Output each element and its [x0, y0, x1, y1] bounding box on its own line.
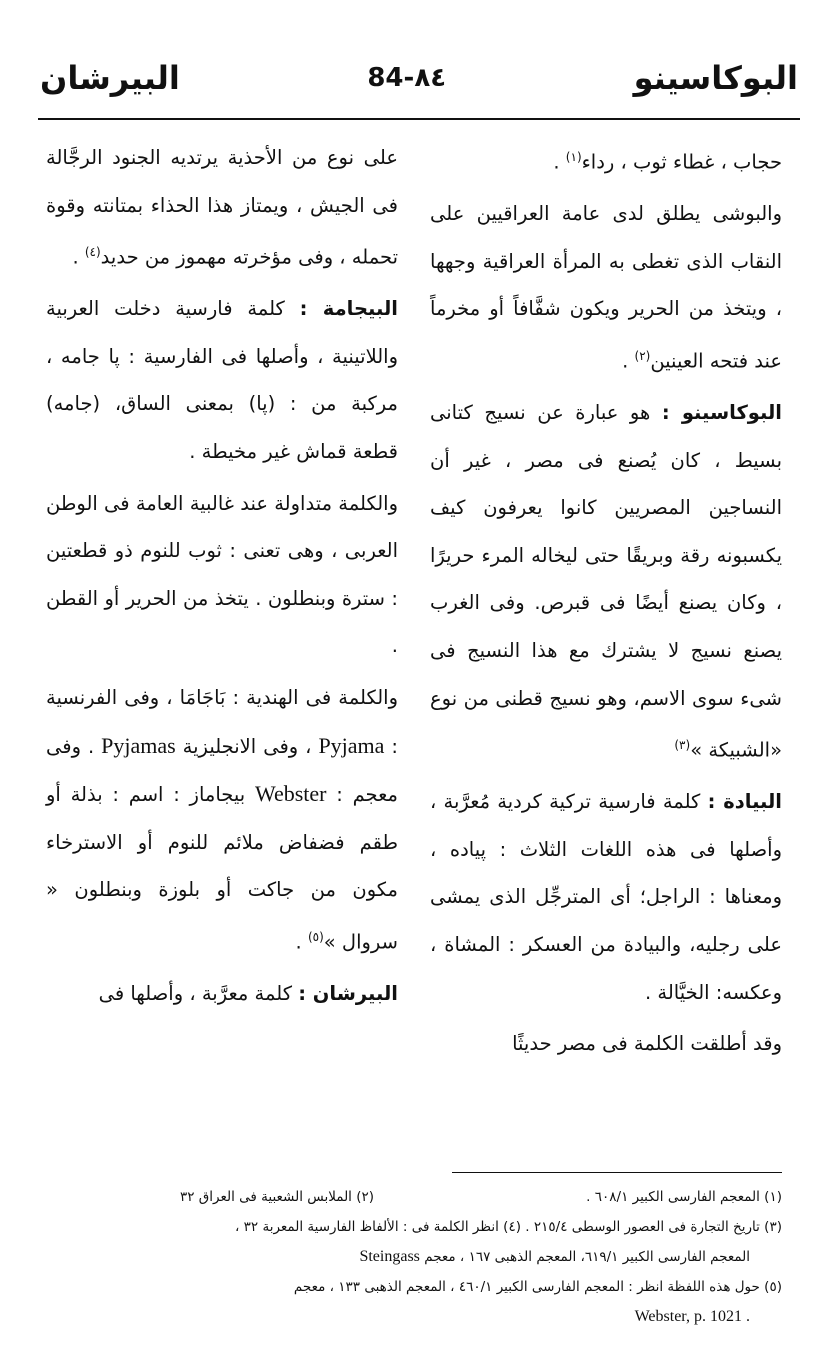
header-first-entry: البوكاسينو [633, 59, 798, 97]
left-column [46, 134, 398, 1018]
page-number: 84-٨٤ [367, 63, 447, 93]
header-last-entry: البيرشان [40, 59, 180, 97]
footnote-row [40, 1182, 782, 1212]
entry-term: البيرشان : [298, 982, 398, 1006]
paragraph-text: كلمة فارسية تركية كردية مُعرَّبة ، وأصلها فى هذه اللغات الثلاث : پياده ، ومعناها : الراجل؛ أى المترجِّل الذى يمشى على رجليه، والبيادة من العسكر : المشاة ، وعكسه: الخيَّالة . [430, 790, 782, 1004]
footnote-5: (٥) حول هذه اللفظة انظر : المعجم الفارسى الكبير ٤٦٠/١ ، المعجم الذهبى ١٣٣ ، معجم [293, 1279, 782, 1295]
paragraph-text: والكلمة فى الهندية : بَاجَامَا ، وفى الفرنسية : [46, 686, 398, 758]
footnote-1: (١) المعجم الفارسى الكبير ٦٠٨/١ . [586, 1189, 782, 1205]
paragraph-text: بيجاماز : اسم : بذلة أو طقم فضفاض ملائم للنوم أو الاسترخاء مكون من جاكت أو بلوزة وبنطلون « سروال » [46, 783, 398, 954]
entry-term: البوكاسينو : [661, 400, 782, 424]
entry-paragraph [46, 970, 398, 1018]
entry-term: البيادة : [707, 790, 782, 814]
paragraph-text: والبوشى يطلق لدى عامة العراقيين على النقاب الذى تغطى به المرأة العراقية وجهها ، ويتخذ من الحرير ويكون شفَّافاً أو مخرماً عند فتحه العينين [430, 202, 782, 373]
paragraph-tail: . [553, 150, 566, 174]
footnote-5-latin: . Webster, p. 1021 [634, 1308, 750, 1325]
paragraph-tail: . [622, 349, 635, 373]
footnote-continuation [40, 1242, 782, 1272]
entry-term: البيجامة : [299, 297, 398, 321]
entry-paragraph [430, 389, 782, 774]
footnote-ref[interactable]: (١) [565, 150, 582, 164]
paragraph-text: . وفى معجم : [46, 734, 398, 807]
paragraph-tail: . [72, 245, 85, 269]
right-column [430, 134, 782, 1068]
paragraph [430, 134, 782, 186]
latin-word: Steingass [359, 1248, 420, 1265]
header-rule [38, 118, 800, 120]
paragraph-text: ، وفى الانجليزية [175, 734, 319, 758]
footnote-ref[interactable]: (٣) [674, 738, 691, 753]
footnote-2: (٢) الملابس الشعبية فى العراق ٣٢ [180, 1189, 375, 1205]
paragraph-text: هو عبارة عن نسيج كتانى بسيط ، كان يُصنع فى مصر ، غير أن النساجين المصريين كانوا يعرفون كيف يكسبونه رقة وبريقًا حتى ليخاله المرء حريرًا ، وكان يصنع أيضًا فى قبرص. وفى الغرب يصنع نسيج لا يشترك مع هذا النسيج فى شىء سوى الاسم، وهو نسيج قطنى من نوع «الشبيكة » [430, 400, 782, 762]
latin-word: Pyjamas [101, 732, 176, 758]
footnote-4: (٤) انظر الكلمة فى : الألفاظ الفارسية المعربة ٣٢ ، [235, 1219, 521, 1235]
footnote-ref[interactable]: (٢) [634, 348, 651, 363]
paragraph-tail: . [295, 930, 308, 954]
paragraph [430, 190, 782, 385]
footnote-ref[interactable]: (٤) [84, 245, 101, 260]
entry-paragraph [46, 285, 398, 475]
entry-paragraph [430, 778, 782, 1016]
paragraph-text: حجاب ، غطاء ثوب ، رداء [581, 150, 782, 174]
paragraph [46, 674, 398, 966]
paragraph-text: كلمة فارسية دخلت العربية واللاتينية ، وأصلها فى الفارسية : پا جامه ، مركبة من : (پا) بمعنى الساق، (جامه) قطعة قماش غير مخيطة . [46, 297, 398, 464]
latin-word: Webster [254, 781, 327, 807]
paragraph [430, 1020, 782, 1068]
footnote-3: (٣) تاريخ التجارة فى العصور الوسطى ٢١٥/٤ . [525, 1219, 782, 1235]
paragraph-text: والكلمة متداولة عند غالبية العامة فى الوطن العربى ، وهى تعنى : ثوب للنوم ذو قطعتين : سترة وبنطلون . يتخذ من الحرير أو القطن . [46, 491, 398, 658]
paragraph [46, 134, 398, 281]
footnote-ref[interactable]: (٥) [307, 930, 324, 944]
footnotes [40, 1182, 782, 1332]
paragraph-text: على نوع من الأحذية يرتديه الجنود الرجَّالة فى الجيش ، ويمتاز هذا الحذاء بمتانته وقوة تحمله ، وفى مؤخرته مهموز من حديد [46, 146, 398, 269]
running-header [40, 48, 798, 108]
footnote-row [40, 1272, 782, 1302]
footnote-4-cont: المعجم الفارسى الكبير ٦١٩/١، المعجم الذهبى ١٦٧ ، معجم [424, 1249, 750, 1265]
paragraph-text: كلمة معرَّبة ، وأصلها فى [98, 982, 299, 1006]
footnote-continuation [40, 1302, 782, 1332]
paragraph-text: وقد أطلقت الكلمة فى مصر حديثًا [512, 1032, 782, 1056]
footnote-row [40, 1212, 782, 1242]
footnote-divider [452, 1172, 782, 1173]
latin-word: Pyjama [318, 732, 385, 758]
paragraph [46, 480, 398, 670]
